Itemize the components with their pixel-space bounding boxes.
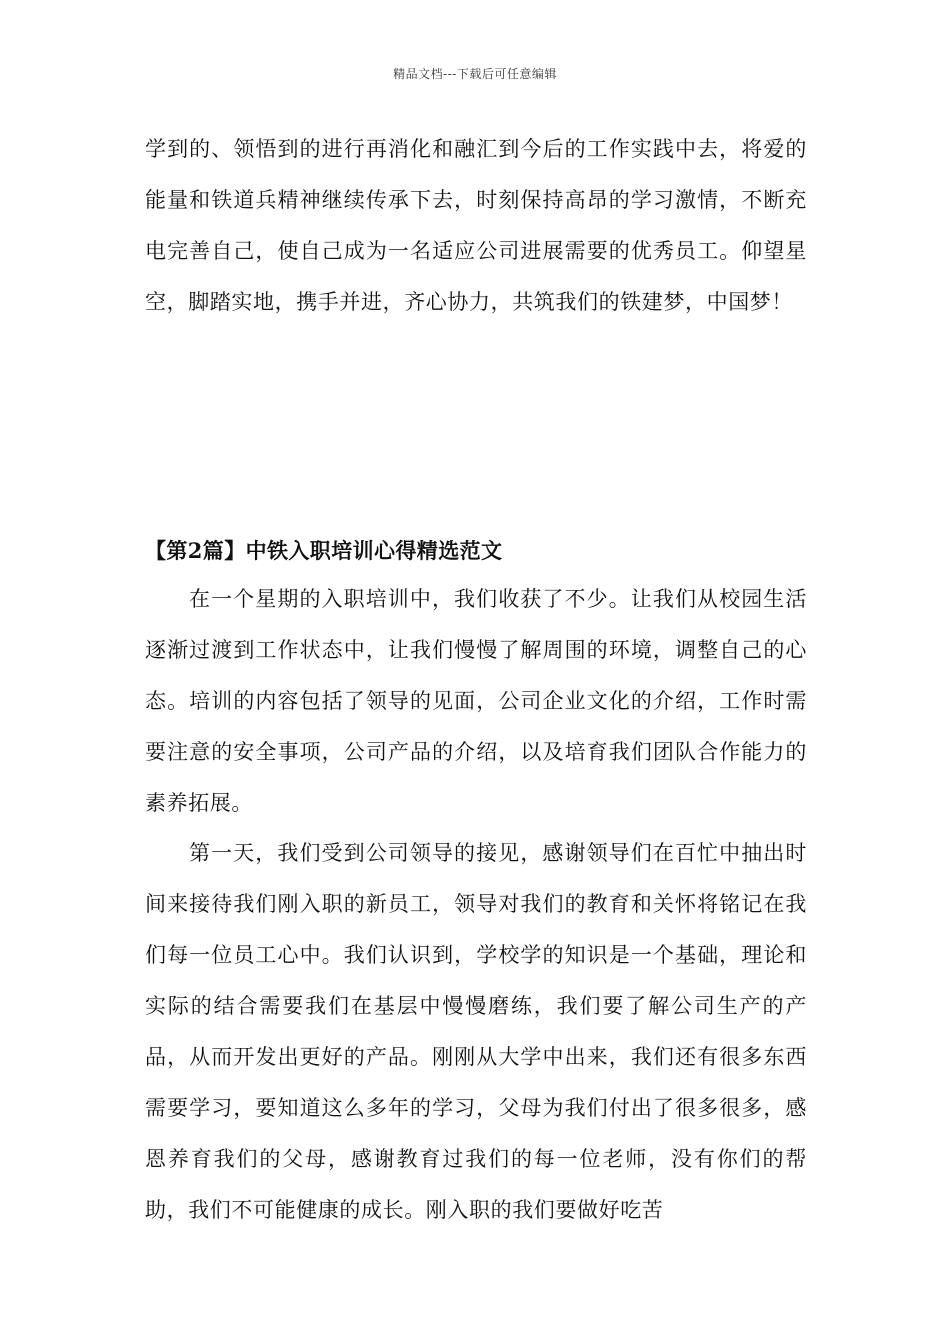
paragraph-3: 第一天，我们受到公司领导的接见，感谢领导们在百忙中抽出时间来接待我们刚入职的新员工，领导对我们的教育和关怀将铭记在我们每一位员工心中。我们认识到，学校学的知识是一个基础，理论和实际的结合需要我们在基层中慢慢磨练，我们要了解公司生产的产品，从而开发出更好的产品。刚刚从大学中出来，我们还有很多东西需要学习，要知道这么多年的学习，父母为我们付出了很多很多，感恩养育我们的父母，感谢教育过我们的每一位老师，没有你们的帮助，我们不可能健康的成长。刚入职的我们要做好吃苦 [145,841,807,1222]
page-header: 精品文档---下载后可任意编辑 [393,67,557,81]
paragraph-2: 在一个星期的入职培训中，我们收获了不少。让我们从校园生活逐渐过渡到工作状态中，让我们慢慢了解周围的环境，调整自己的心态。培训的内容包括了领导的见面，公司企业文化的介绍，工作时需要注意的安全事项，公司产品的介绍，以及培育我们团队合作能力的素养拓展。 [145,587,807,815]
section-title: 【第2篇】中铁入职培训心得精选范文 [145,538,503,563]
paragraph-1: 学到的、领悟到的进行再消化和融汇到今后的工作实践中去，将爱的能量和铁道兵精神继续传承下去，时刻保持高昂的学习激情，不断充电完善自己，使自己成为一名适应公司进展需要的优秀员工。仰望星空，脚踏实地，携手并进，齐心协力，共筑我们的铁建梦，中国梦！ [145,137,807,314]
